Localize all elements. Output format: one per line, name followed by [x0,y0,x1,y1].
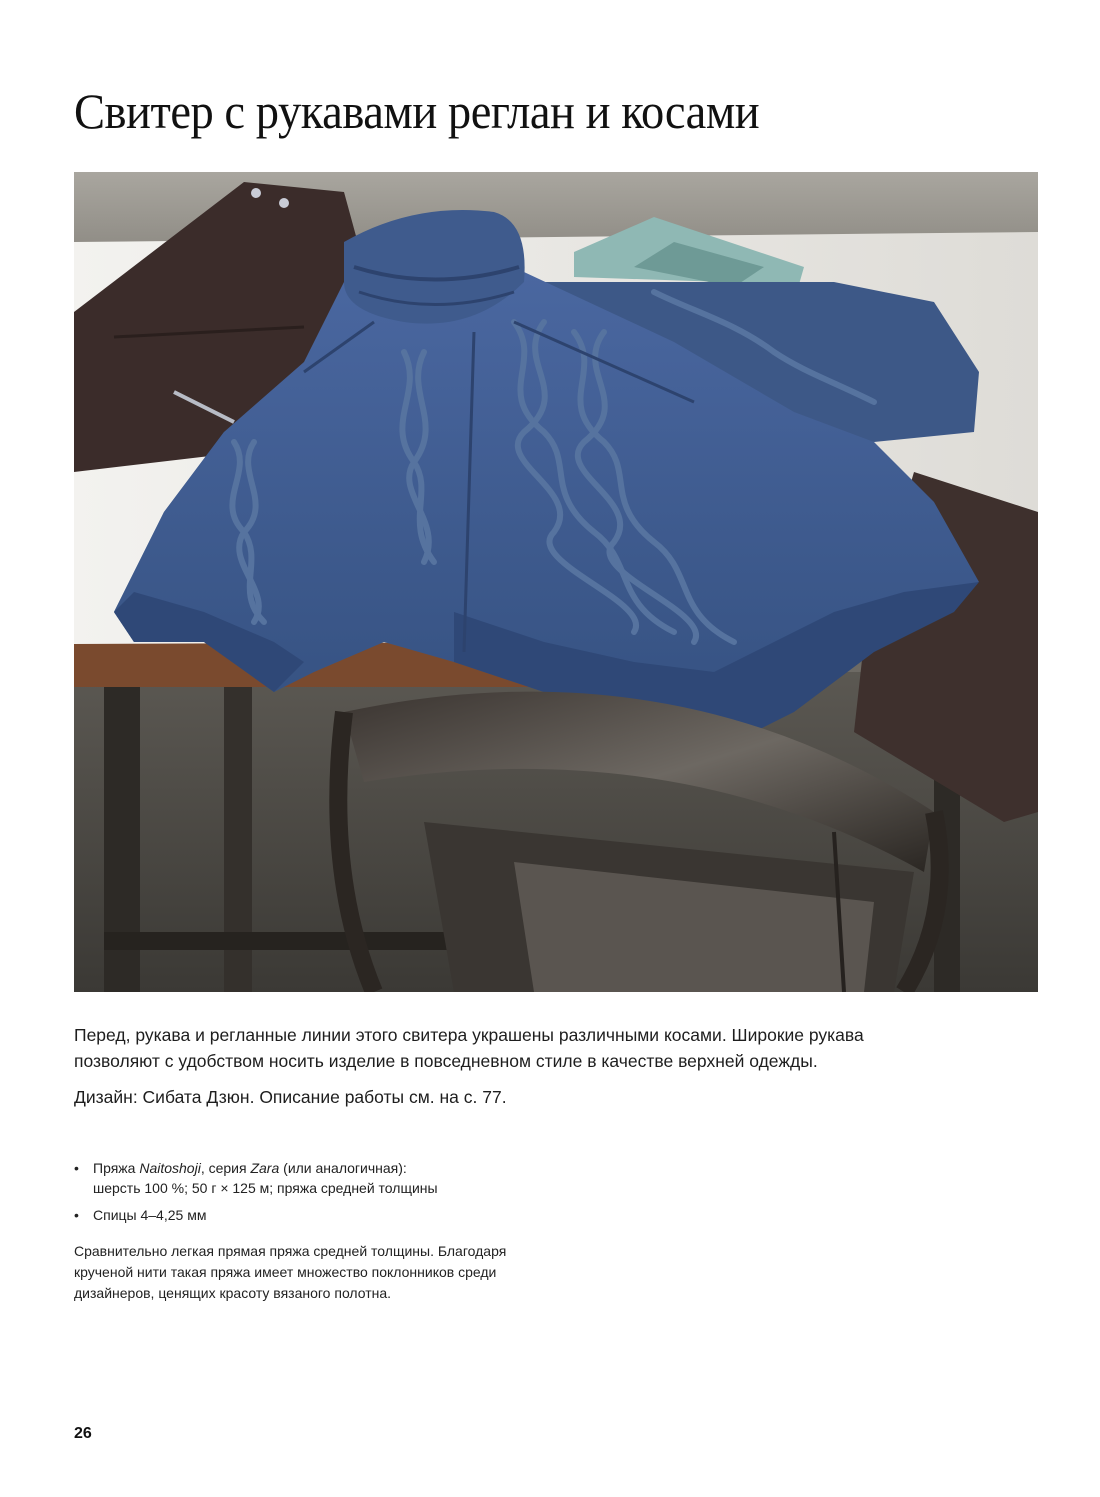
needles-item [74,1205,438,1225]
yarn-note-line: дизайнеров, ценящих красоту вязаного полотна. [74,1285,392,1301]
yarn-brand: Naitoshoji [139,1160,201,1176]
description-line: позволяют с удобством носить изделие в повседневном стиле в качестве верхней одежды. [74,1051,818,1071]
yarn-note-line: крученой нити такая пряжа имеет множество поклонников среди [74,1264,497,1280]
description-line: Перед, рукава и регланные линии этого свитера украшены различными косами. Широкие рукава [74,1025,864,1045]
yarn-suffix: (или аналогичная): [279,1160,407,1176]
sweater-photo [74,172,1038,992]
yarn-note [74,1241,506,1304]
yarn-details: шерсть 100 %; 50 г × 125 м; пряжа средней толщины [93,1180,438,1196]
yarn-item [74,1158,438,1198]
bullet-icon: • [74,1207,79,1223]
yarn-middle: , серия [200,1160,251,1176]
yarn-note-line: Сравнительно легкая прямая пряжа средней толщины. Благодаря [74,1243,507,1259]
yarn-prefix: Пряжа [93,1160,140,1176]
yarn-series: Zara [250,1160,280,1176]
description [74,1022,1034,1074]
needles-text: Спицы 4–4,25 мм [93,1207,207,1223]
design-credit: Дизайн: Сибата Дзюн. Описание работы см. на с. 77. [74,1087,507,1107]
materials-list [74,1158,438,1232]
page-title: Свитер с рукавами реглан и косами [74,83,760,139]
page-number: 26 [74,1425,92,1442]
bullet-icon: • [74,1160,79,1176]
